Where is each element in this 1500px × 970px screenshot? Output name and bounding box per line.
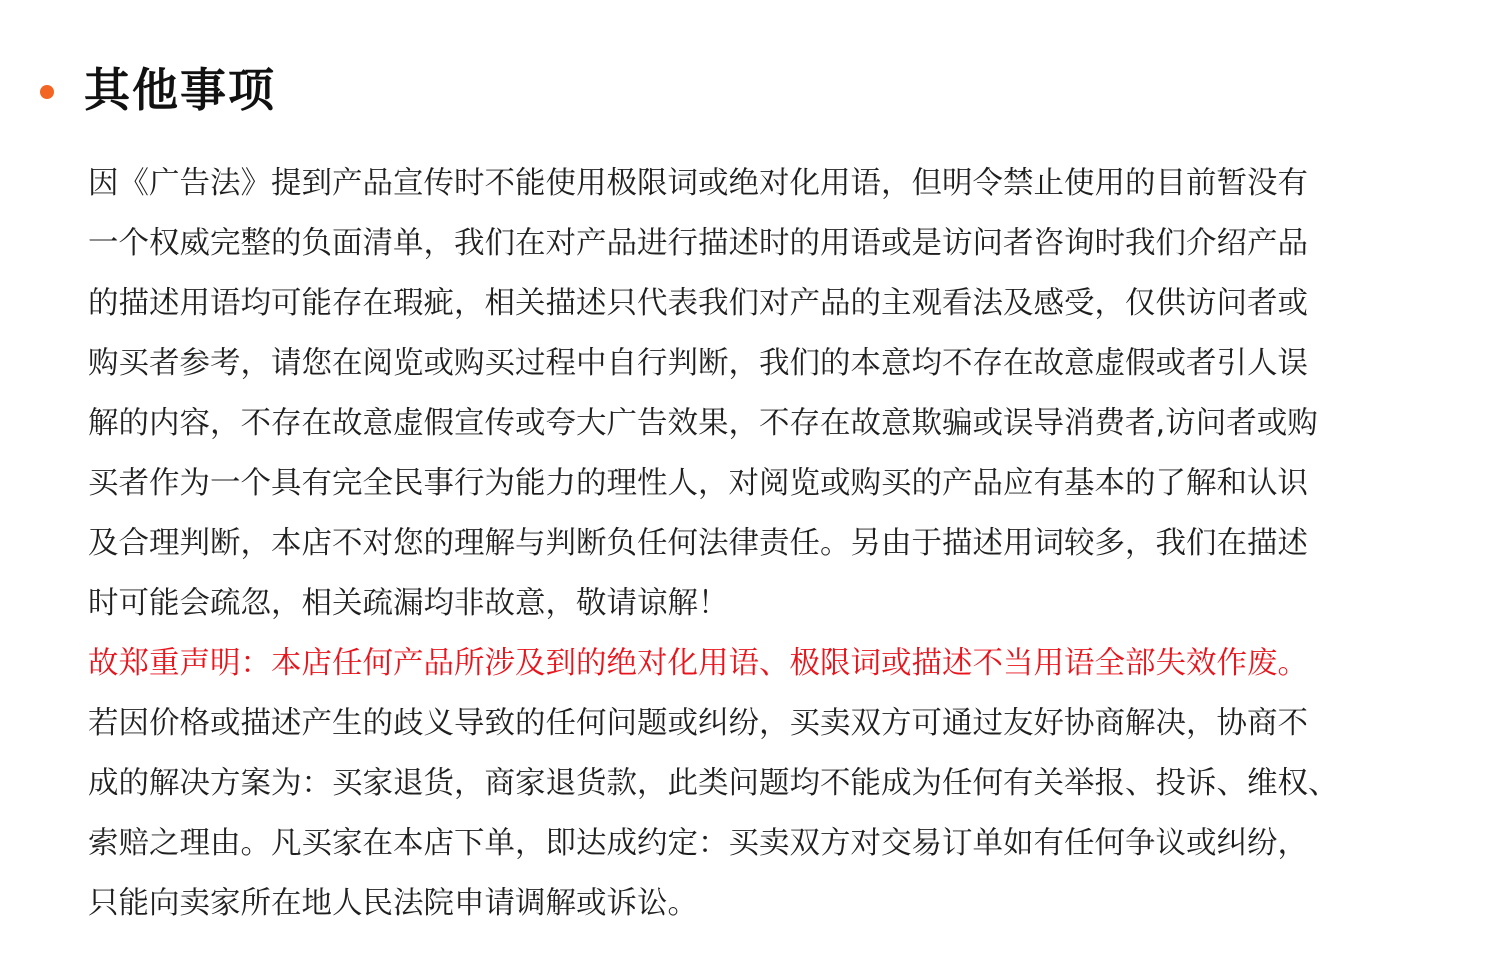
bullet-dot-icon [40, 85, 54, 99]
section-title: 其他事项 [84, 63, 276, 117]
paragraph-2-line-2: 成的解决方案为：买家退货，商家退货款，此类问题均不能成为任何有关举报、投诉、维权、 [88, 766, 1339, 801]
paragraph-1-line-1: 因《广告法》提到产品宣传时不能使用极限词或绝对化用语，但明令禁止使用的目前暂没有 [88, 166, 1308, 201]
paragraph-1-line-4: 购买者参考，请您在阅览或购买过程中自行判断，我们的本意均不存在故意虚假或者引人误 [88, 346, 1308, 381]
paragraph-1-line-3: 的描述用语均可能存在瑕疵，相关描述只代表我们对产品的主观看法及感受，仅供访问者或 [88, 286, 1308, 321]
paragraph-1-line-7: 及合理判断，本店不对您的理解与判断负任何法律责任。另由于描述用词较多，我们在描述 [88, 526, 1308, 561]
solemn-declaration: 故郑重声明：本店任何产品所涉及到的绝对化用语、极限词或描述不当用语全部失效作废。 [88, 646, 1308, 681]
paragraph-2-line-1: 若因价格或描述产生的歧义导致的任何问题或纠纷，买卖双方可通过友好协商解决，协商不 [88, 706, 1308, 741]
disclaimer-body [88, 154, 1468, 934]
paragraph-2-line-4: 只能向卖家所在地人民法院申请调解或诉讼。 [88, 886, 698, 921]
paragraph-1-line-2: 一个权威完整的负面清单，我们在对产品进行描述时的用语或是访问者咨询时我们介绍产品 [88, 226, 1308, 261]
paragraph-1-line-8: 时可能会疏忽，相关疏漏均非故意，敬请谅解！ [88, 586, 729, 621]
paragraph-1-line-6: 买者作为一个具有完全民事行为能力的理性人，对阅览或购买的产品应有基本的了解和认识 [88, 466, 1308, 501]
section-heading [40, 52, 276, 128]
paragraph-1-line-5: 解的内容，不存在故意虚假宣传或夸大广告效果，不存在故意欺骗或误导消费者,访问者或购 [88, 406, 1318, 441]
paragraph-2-line-3: 索赔之理由。凡买家在本店下单，即达成约定：买卖双方对交易订单如有任何争议或纠纷， [88, 826, 1308, 861]
